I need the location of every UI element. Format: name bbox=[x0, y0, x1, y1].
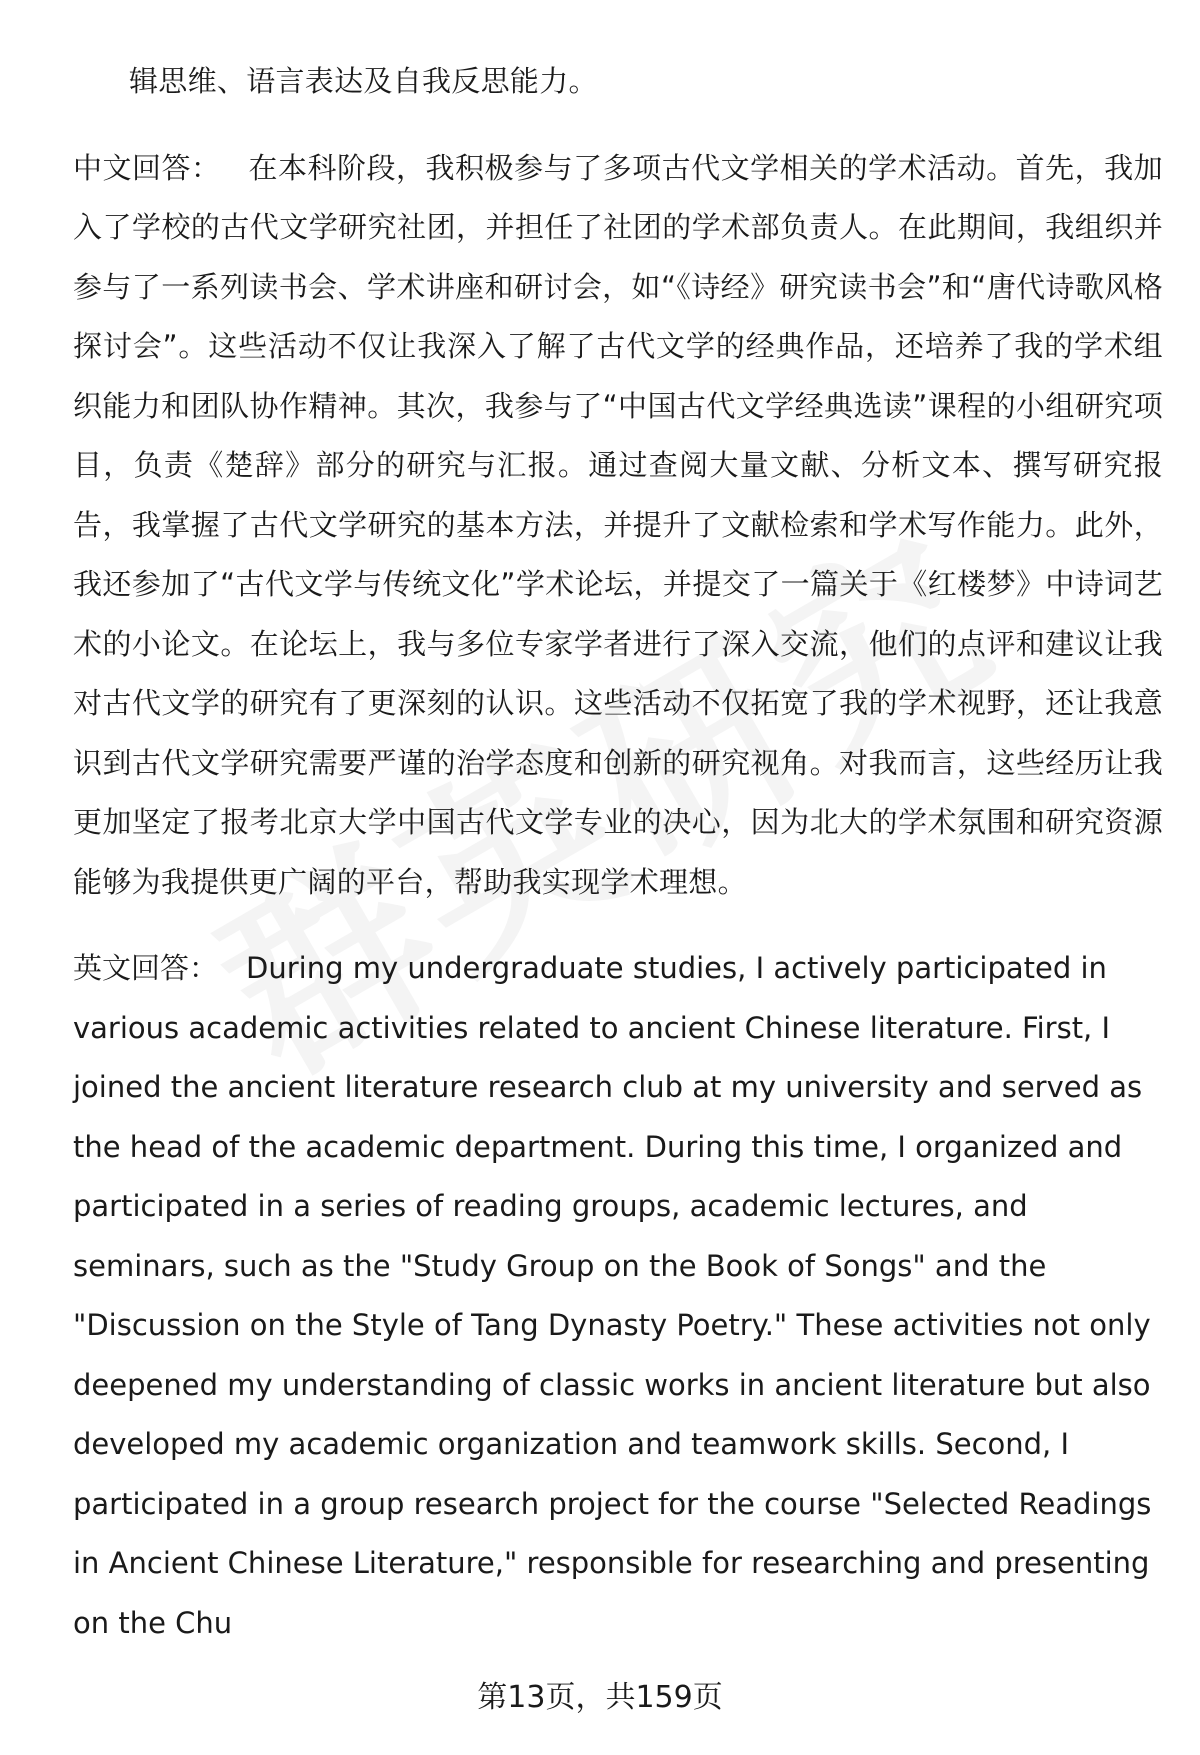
paragraph-english-answer bbox=[73, 939, 1163, 1653]
english-answer-text: During my undergraduate studies, I actively participated in various academic activities related to ancient Chinese literature. First, I joined the ancient literature research club at my university and served as the head of the academic department. During this time, I organized and participated in a series of reading groups, academic lectures, and seminars, such as the "Study Group on the Book of Songs" and the "Discussion on the Style of Tang Dynasty Poetry." These activities not only deepened my understanding of classic works in ancient literature but also developed my academic organization and teamwork skills. Second, I participated in a group research project for the course "Selected Readings in Ancient Chinese Literature," responsible for researching and presenting on the Chu bbox=[73, 951, 1152, 1640]
document-body bbox=[73, 52, 1163, 1653]
page-number-footer bbox=[0, 1672, 1200, 1716]
chinese-answer-text: 在本科阶段，我积极参与了多项古代文学相关的学术活动。首先，我加入了学校的古代文学研究社团，并担任了社团的学术部负责人。在此期间，我组织并参与了一系列读书会、学术讲座和研讨会，如“《诗经》研究读书会”和“唐代诗歌风格探讨会”。这些活动不仅让我深入了解了古代文学的经典作品，还培养了我的学术组织能力和团队协作精神。其次，我参与了“中国古代文学经典选读”课程的小组研究项目，负责《楚辞》部分的研究与汇报。通过查阅大量文献、分析文本、撰写研究报告，我掌握了古代文学研究的基本方法，并提升了文献检索和学术写作能力。此外，我还参加了“古代文学与传统文化”学术论坛，并提交了一篇关于《红楼梦》中诗词艺术的小论文。在论坛上，我与多位专家学者进行了深入交流，他们的点评和建议让我对古代文学的研究有了更深刻的认识。这些活动不仅拓宽了我的学术视野，还让我意识到古代文学研究需要严谨的治学态度和创新的研究视角。对我而言，这些经历让我更加坚定了报考北京大学中国古代文学专业的决心，因为北大的学术氛围和研究资源能够为我提供更广阔的平台，帮助我实现学术理想。 bbox=[73, 150, 1163, 899]
chinese-answer-label: 中文回答： bbox=[73, 150, 221, 185]
english-answer-label: 英文回答： bbox=[73, 951, 219, 985]
fragment-text: 辑思维、语言表达及自我反思能力。 bbox=[129, 64, 598, 98]
page-indicator: 第13页，共159页 bbox=[477, 1680, 723, 1715]
paragraph-chinese-answer bbox=[73, 139, 1163, 913]
paragraph-fragment-top bbox=[73, 52, 1163, 112]
